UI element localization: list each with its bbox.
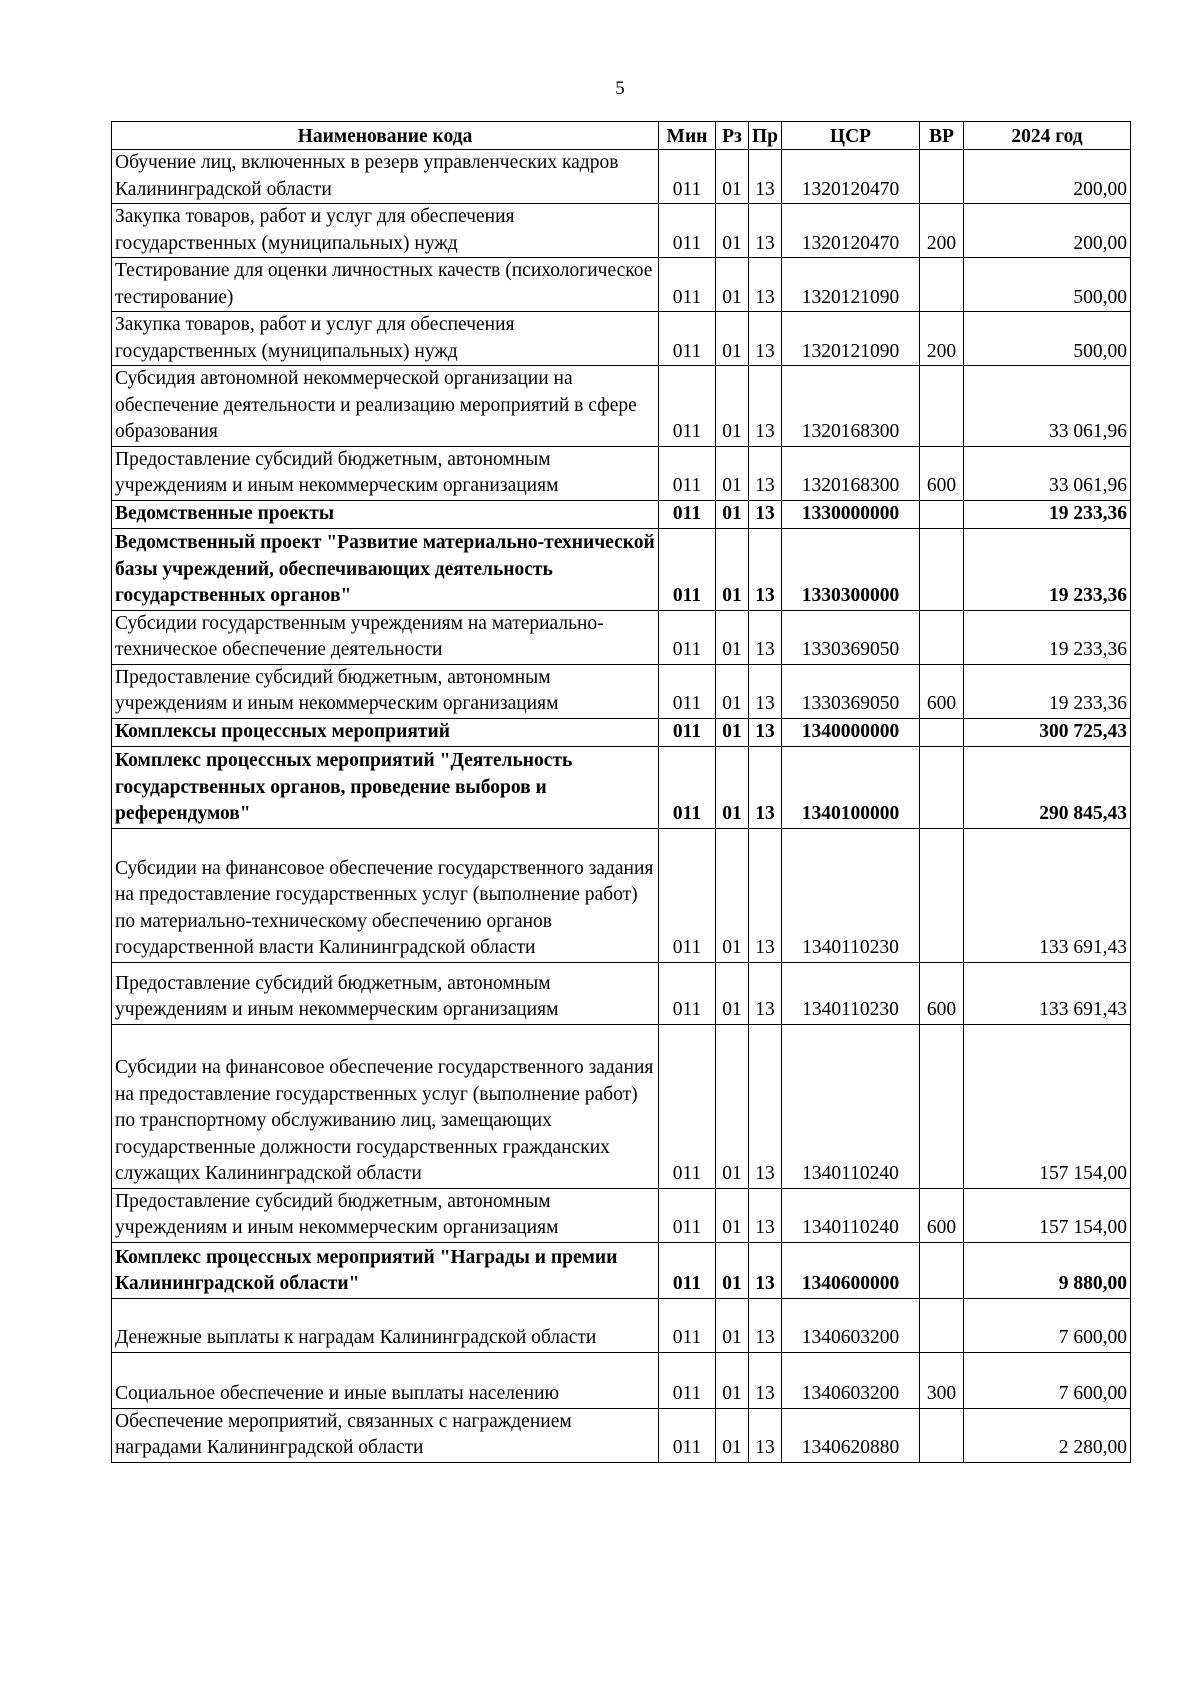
row-amount: 19 233,36 bbox=[964, 500, 1131, 528]
row-min: 011 bbox=[659, 1352, 716, 1408]
row-name: Социальное обеспечение и иные выплаты населению bbox=[112, 1352, 659, 1408]
row-amount: 19 233,36 bbox=[964, 528, 1131, 610]
row-pr: 13 bbox=[749, 1024, 782, 1188]
table-row bbox=[112, 1188, 1131, 1242]
row-vr: 600 bbox=[920, 1188, 964, 1242]
row-csr: 1340110230 bbox=[782, 828, 920, 962]
row-csr: 1330300000 bbox=[782, 528, 920, 610]
table-row bbox=[112, 1024, 1131, 1188]
row-amount: 2 280,00 bbox=[964, 1408, 1131, 1462]
row-csr: 1340000000 bbox=[782, 718, 920, 746]
row-csr: 1340600000 bbox=[782, 1242, 920, 1298]
row-amount: 157 154,00 bbox=[964, 1188, 1131, 1242]
header-csr: ЦСР bbox=[782, 122, 920, 150]
row-min: 011 bbox=[659, 1188, 716, 1242]
row-rz: 01 bbox=[716, 366, 749, 447]
row-pr: 13 bbox=[749, 204, 782, 258]
row-rz: 01 bbox=[716, 1352, 749, 1408]
row-min: 011 bbox=[659, 366, 716, 447]
header-name: Наименование кода bbox=[112, 122, 659, 150]
row-amount: 19 233,36 bbox=[964, 610, 1131, 664]
row-pr: 13 bbox=[749, 1298, 782, 1352]
row-csr: 1320121090 bbox=[782, 312, 920, 366]
row-min: 011 bbox=[659, 746, 716, 828]
row-vr bbox=[920, 366, 964, 447]
row-vr: 200 bbox=[920, 312, 964, 366]
table-row bbox=[112, 1298, 1131, 1352]
page-number: 5 bbox=[615, 78, 625, 99]
row-csr: 1320168300 bbox=[782, 366, 920, 447]
row-pr: 13 bbox=[749, 718, 782, 746]
row-min: 011 bbox=[659, 1298, 716, 1352]
row-name: Обучение лиц, включенных в резерв управленческих кадров Калининградской области bbox=[112, 150, 659, 204]
row-min: 011 bbox=[659, 664, 716, 718]
row-vr: 600 bbox=[920, 962, 964, 1024]
row-vr bbox=[920, 528, 964, 610]
table-row bbox=[112, 962, 1131, 1024]
row-name: Предоставление субсидий бюджетным, автономным учреждениям и иным некоммерческим организациям bbox=[112, 664, 659, 718]
row-csr: 1340110240 bbox=[782, 1024, 920, 1188]
row-csr: 1330369050 bbox=[782, 610, 920, 664]
row-pr: 13 bbox=[749, 828, 782, 962]
row-name: Комплекс процессных мероприятий "Деятельность государственных органов, проведение выборов и референдумов" bbox=[112, 746, 659, 828]
row-amount: 33 061,96 bbox=[964, 366, 1131, 447]
row-vr: 600 bbox=[920, 664, 964, 718]
row-vr bbox=[920, 1024, 964, 1188]
row-rz: 01 bbox=[716, 962, 749, 1024]
row-min: 011 bbox=[659, 150, 716, 204]
row-rz: 01 bbox=[716, 1024, 749, 1188]
row-min: 011 bbox=[659, 962, 716, 1024]
row-csr: 1340110230 bbox=[782, 962, 920, 1024]
row-vr bbox=[920, 828, 964, 962]
row-rz: 01 bbox=[716, 828, 749, 962]
row-name: Субсидии на финансовое обеспечение государственного задания на предоставление государственных услуг (выполнение работ) по материально-техническому обеспечению органов государственной власти Калининградской области bbox=[112, 828, 659, 962]
row-name: Субсидии на финансовое обеспечение государственного задания на предоставление государственных услуг (выполнение работ) по транспортному обслуживанию лиц, замещающих государственные должности государственных гражданских служащих Калининградской области bbox=[112, 1024, 659, 1188]
row-amount: 33 061,96 bbox=[964, 446, 1131, 500]
row-csr: 1340603200 bbox=[782, 1298, 920, 1352]
row-name: Предоставление субсидий бюджетным, автономным учреждениям и иным некоммерческим организациям bbox=[112, 1188, 659, 1242]
row-name: Обеспечение мероприятий, связанных с награждением наградами Калининградской области bbox=[112, 1408, 659, 1462]
row-min: 011 bbox=[659, 446, 716, 500]
budget-table bbox=[111, 121, 1131, 1463]
row-name: Ведомственный проект "Развитие материально-технической базы учреждений, обеспечивающих деятельность государственных органов" bbox=[112, 528, 659, 610]
row-vr bbox=[920, 258, 964, 312]
row-pr: 13 bbox=[749, 150, 782, 204]
row-csr: 1340110240 bbox=[782, 1188, 920, 1242]
row-pr: 13 bbox=[749, 746, 782, 828]
row-min: 011 bbox=[659, 828, 716, 962]
table-row bbox=[112, 1352, 1131, 1408]
row-amount: 500,00 bbox=[964, 312, 1131, 366]
table-row bbox=[112, 1408, 1131, 1462]
row-rz: 01 bbox=[716, 312, 749, 366]
row-rz: 01 bbox=[716, 528, 749, 610]
row-pr: 13 bbox=[749, 1352, 782, 1408]
row-min: 011 bbox=[659, 1242, 716, 1298]
row-amount: 290 845,43 bbox=[964, 746, 1131, 828]
row-vr bbox=[920, 746, 964, 828]
row-vr bbox=[920, 150, 964, 204]
row-rz: 01 bbox=[716, 610, 749, 664]
row-min: 011 bbox=[659, 718, 716, 746]
header-pr: Пр bbox=[749, 122, 782, 150]
row-rz: 01 bbox=[716, 718, 749, 746]
header-min: Мин bbox=[659, 122, 716, 150]
row-csr: 1320120470 bbox=[782, 150, 920, 204]
row-pr: 13 bbox=[749, 610, 782, 664]
row-csr: 1340100000 bbox=[782, 746, 920, 828]
row-rz: 01 bbox=[716, 1242, 749, 1298]
row-csr: 1320168300 bbox=[782, 446, 920, 500]
table-row bbox=[112, 664, 1131, 718]
table-row bbox=[112, 312, 1131, 366]
row-pr: 13 bbox=[749, 1188, 782, 1242]
row-pr: 13 bbox=[749, 312, 782, 366]
row-min: 011 bbox=[659, 528, 716, 610]
row-name: Ведомственные проекты bbox=[112, 500, 659, 528]
row-amount: 7 600,00 bbox=[964, 1298, 1131, 1352]
table-row bbox=[112, 150, 1131, 204]
row-name: Комплексы процессных мероприятий bbox=[112, 718, 659, 746]
row-rz: 01 bbox=[716, 258, 749, 312]
table-row bbox=[112, 610, 1131, 664]
row-name: Предоставление субсидий бюджетным, автономным учреждениям и иным некоммерческим организациям bbox=[112, 962, 659, 1024]
row-csr: 1320120470 bbox=[782, 204, 920, 258]
header-rz: Рз bbox=[716, 122, 749, 150]
row-name: Предоставление субсидий бюджетным, автономным учреждениям и иным некоммерческим организациям bbox=[112, 446, 659, 500]
table-row bbox=[112, 500, 1131, 528]
row-pr: 13 bbox=[749, 1242, 782, 1298]
row-pr: 13 bbox=[749, 664, 782, 718]
row-rz: 01 bbox=[716, 204, 749, 258]
header-amount: 2024 год bbox=[964, 122, 1131, 150]
row-pr: 13 bbox=[749, 962, 782, 1024]
table-row bbox=[112, 446, 1131, 500]
row-pr: 13 bbox=[749, 528, 782, 610]
row-amount: 133 691,43 bbox=[964, 828, 1131, 962]
row-rz: 01 bbox=[716, 746, 749, 828]
header-vr: ВР bbox=[920, 122, 964, 150]
table-row bbox=[112, 528, 1131, 610]
row-vr bbox=[920, 610, 964, 664]
row-vr: 600 bbox=[920, 446, 964, 500]
table-row bbox=[112, 718, 1131, 746]
row-rz: 01 bbox=[716, 1188, 749, 1242]
table-row bbox=[112, 204, 1131, 258]
row-name: Закупка товаров, работ и услуг для обеспечения государственных (муниципальных) нужд bbox=[112, 312, 659, 366]
table-row bbox=[112, 258, 1131, 312]
row-pr: 13 bbox=[749, 1408, 782, 1462]
table-row bbox=[112, 828, 1131, 962]
row-vr bbox=[920, 1298, 964, 1352]
row-amount: 133 691,43 bbox=[964, 962, 1131, 1024]
row-csr: 1340620880 bbox=[782, 1408, 920, 1462]
row-vr bbox=[920, 1408, 964, 1462]
row-name: Закупка товаров, работ и услуг для обеспечения государственных (муниципальных) нужд bbox=[112, 204, 659, 258]
row-vr bbox=[920, 1242, 964, 1298]
row-vr bbox=[920, 500, 964, 528]
row-min: 011 bbox=[659, 1024, 716, 1188]
row-name: Субсидии государственным учреждениям на материально-техническое обеспечение деятельности bbox=[112, 610, 659, 664]
row-min: 011 bbox=[659, 258, 716, 312]
row-csr: 1330369050 bbox=[782, 664, 920, 718]
row-rz: 01 bbox=[716, 150, 749, 204]
row-rz: 01 bbox=[716, 1408, 749, 1462]
row-name: Комплекс процессных мероприятий "Награды и премии Калининградской области" bbox=[112, 1242, 659, 1298]
table-row bbox=[112, 1242, 1131, 1298]
row-vr: 200 bbox=[920, 204, 964, 258]
row-amount: 19 233,36 bbox=[964, 664, 1131, 718]
row-amount: 300 725,43 bbox=[964, 718, 1131, 746]
row-name: Тестирование для оценки личностных качеств (психологическое тестирование) bbox=[112, 258, 659, 312]
row-min: 011 bbox=[659, 204, 716, 258]
row-name: Субсидия автономной некоммерческой организации на обеспечение деятельности и реализацию мероприятий в сфере образования bbox=[112, 366, 659, 447]
row-name: Денежные выплаты к наградам Калининградской области bbox=[112, 1298, 659, 1352]
row-amount: 200,00 bbox=[964, 150, 1131, 204]
row-min: 011 bbox=[659, 610, 716, 664]
row-amount: 157 154,00 bbox=[964, 1024, 1131, 1188]
row-amount: 7 600,00 bbox=[964, 1352, 1131, 1408]
row-min: 011 bbox=[659, 1408, 716, 1462]
row-pr: 13 bbox=[749, 446, 782, 500]
table-row bbox=[112, 746, 1131, 828]
row-pr: 13 bbox=[749, 366, 782, 447]
row-csr: 1320121090 bbox=[782, 258, 920, 312]
table-header-row bbox=[112, 122, 1131, 150]
row-csr: 1340603200 bbox=[782, 1352, 920, 1408]
row-rz: 01 bbox=[716, 1298, 749, 1352]
row-min: 011 bbox=[659, 500, 716, 528]
row-amount: 500,00 bbox=[964, 258, 1131, 312]
row-amount: 200,00 bbox=[964, 204, 1131, 258]
row-vr: 300 bbox=[920, 1352, 964, 1408]
row-csr: 1330000000 bbox=[782, 500, 920, 528]
row-amount: 9 880,00 bbox=[964, 1242, 1131, 1298]
table-row bbox=[112, 366, 1131, 447]
row-rz: 01 bbox=[716, 446, 749, 500]
row-pr: 13 bbox=[749, 500, 782, 528]
row-rz: 01 bbox=[716, 500, 749, 528]
row-min: 011 bbox=[659, 312, 716, 366]
row-rz: 01 bbox=[716, 664, 749, 718]
row-pr: 13 bbox=[749, 258, 782, 312]
row-vr bbox=[920, 718, 964, 746]
